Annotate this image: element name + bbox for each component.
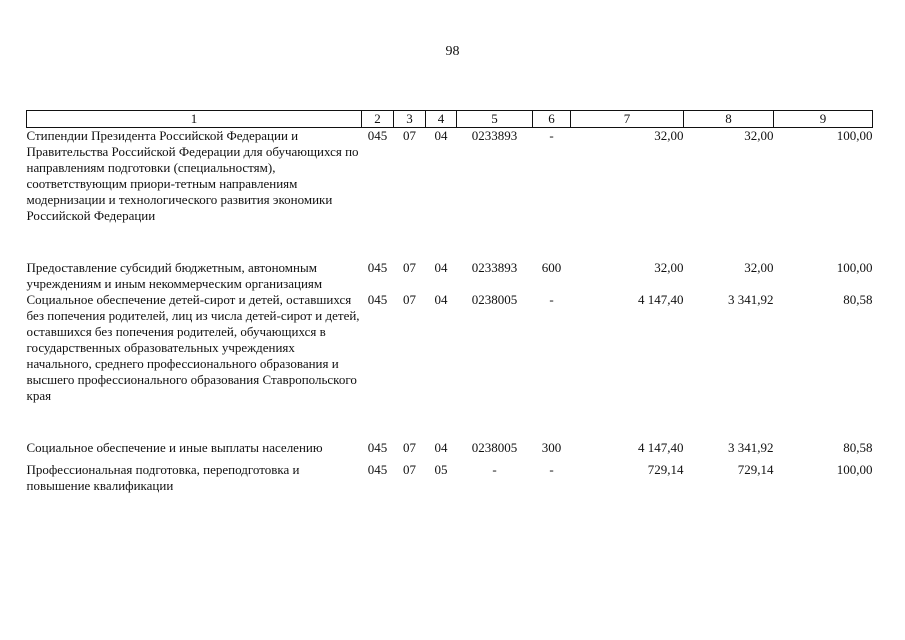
row-target-article: 0233893: [471, 260, 518, 275]
row-code-admin: 045: [367, 292, 388, 307]
row-value-8: 32,00: [744, 128, 774, 143]
row-value-7: 4 147,40: [638, 292, 684, 307]
row-value-9: 100,00: [836, 128, 873, 143]
row-section: 07: [403, 440, 416, 455]
row-value-8: 3 341,92: [728, 440, 774, 455]
row-section: 07: [403, 462, 416, 477]
row-code-admin: 045: [367, 260, 388, 275]
row-target-article: 0238005: [471, 292, 518, 307]
row-section: 07: [403, 292, 416, 307]
row-name: Предоставление субсидий бюджетным, автономным учреждениям и иным некоммерческим организациям: [26, 260, 323, 291]
row-section: 07: [403, 128, 416, 143]
row-spacer: [27, 422, 873, 440]
table-row: [27, 260, 873, 292]
row-code-admin: 045: [367, 128, 388, 143]
row-value-9: 80,58: [843, 292, 873, 307]
row-value-7: 4 147,40: [638, 440, 684, 455]
row-section: 07: [403, 260, 416, 275]
col-header-8: 8: [684, 111, 774, 128]
col-header-3: 3: [394, 111, 426, 128]
row-target-article: -: [492, 462, 497, 477]
row-value-8: 32,00: [744, 260, 774, 275]
row-subsection: 04: [434, 292, 448, 307]
col-header-5: 5: [457, 111, 533, 128]
row-name: Профессиональная подготовка, переподготовка и повышение квалификации: [26, 462, 300, 493]
row-subsection: 04: [434, 260, 448, 275]
row-spacer: [27, 242, 873, 260]
table-row: [27, 462, 873, 494]
budget-table: [26, 110, 873, 494]
col-header-7: 7: [571, 111, 684, 128]
row-subsection: 05: [434, 462, 448, 477]
table-header-row: [27, 111, 873, 128]
row-value-9: 100,00: [836, 260, 873, 275]
row-value-7: 32,00: [654, 128, 684, 143]
row-expense-type: -: [549, 462, 554, 477]
row-name: Социальное обеспечение и иные выплаты населению: [26, 440, 323, 455]
col-header-6: 6: [533, 111, 571, 128]
row-name: Социальное обеспечение детей-сирот и детей, оставшихся без попечения родителей, лиц из числа детей-сирот и детей, оставшихся без попечения родителей, обучающихся в государственных образовательных учреждениях начального, среднего профессионального образования и высшего профессионального образования Ставропольского края: [26, 292, 360, 403]
page-number: 98: [445, 44, 460, 59]
row-subsection: 04: [434, 128, 448, 143]
row-value-9: 100,00: [836, 462, 873, 477]
row-name: Стипендии Президента Российской Федерации и Правительства Российской Федерации для обучающихся по направлениям подготовки (специальностям), соответствующим приори-тетным направлениям модернизации и технологического развития экономики Российской Федерации: [26, 128, 359, 223]
table-row: [27, 440, 873, 456]
col-header-9: 9: [774, 111, 873, 128]
row-expense-type: -: [549, 292, 554, 307]
row-target-article: 0233893: [471, 128, 518, 143]
row-value-8: 3 341,92: [728, 292, 774, 307]
row-code-admin: 045: [367, 440, 388, 455]
row-subsection: 04: [434, 440, 448, 455]
row-code-admin: 045: [367, 462, 388, 477]
row-value-7: 32,00: [654, 260, 684, 275]
row-spacer: [27, 404, 873, 422]
row-value-8: 729,14: [737, 462, 774, 477]
row-target-article: 0238005: [471, 440, 518, 455]
col-header-1: 1: [27, 111, 362, 128]
row-value-9: 80,58: [843, 440, 873, 455]
col-header-2: 2: [362, 111, 394, 128]
table-row: [27, 292, 873, 404]
row-spacer: [27, 224, 873, 242]
row-expense-type: 600: [541, 260, 562, 275]
row-expense-type: -: [549, 128, 554, 143]
row-expense-type: 300: [541, 440, 562, 455]
row-value-7: 729,14: [647, 462, 684, 477]
col-header-4: 4: [426, 111, 457, 128]
table-row: [27, 128, 873, 225]
